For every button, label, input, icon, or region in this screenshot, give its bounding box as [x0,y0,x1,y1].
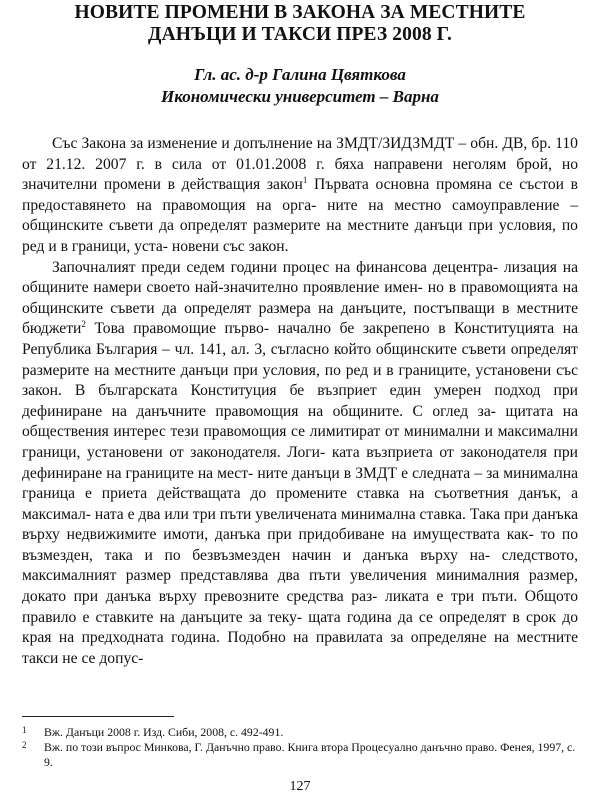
text-line: действащата до промените ставка на съответния данък, а максимал- [22,485,578,523]
footnote-separator [22,716,174,717]
text-line: ната е два или три пъти увеличената минимална ставка. Така при данъка [94,505,578,523]
text-line: обн. ДВ, бр. 110 от 21.12. 2007 г. в сила от 01.01.2008 г. бяха направени [22,135,578,173]
text-line: Започналият преди седем години процес на финансова децентра- [52,258,499,276]
text-line: новени със закон. [171,237,289,255]
text-line: ните на местно самоуправление – общинските съвети да определят [22,196,578,235]
text-line: закон. В българската Конституция бе възприет един умерен подход [22,382,541,400]
footnote-number: 2 [22,740,27,750]
text-line: местните данъци при условия, по ред и в границите, установени със [114,361,578,379]
footnotes [22,725,578,770]
text-line: ликата е три пъти. Общото правило е ставките на данъците за теку- [22,588,579,626]
text-line: щата година да се определят в срок до края на предходната година. [22,608,578,647]
title-line-2: ДАНЪЦИ И ТАКСИ ПРЕЗ 2008 Г. [148,24,452,45]
text-line: ните данъци в ЗМДТ е следната – за минимална граница е приета [22,464,579,503]
text-line: при дефиниране на данъчните правомощия на общините. С оглед за- [22,382,578,420]
author-name: Гл. ас. д-р Галина Цвяткова [194,65,406,84]
text-line: Това правомощие първо- [85,320,270,338]
text-line: то по възмезден, така и по безвъзмезден начин и данъка върху на- [22,526,578,564]
text-line: Със Закона за изменение и допълнение на ЗМДТ/ЗИДЗМДТ – [52,135,467,152]
article-body [22,134,578,669]
footnote-number: 1 [22,725,27,735]
page-number: 127 [289,779,311,794]
text-line: основна промяна се състои в предоставянето на правомощия на орга- [22,176,578,214]
text-line: Първата [307,176,369,194]
article-title [22,2,578,46]
text-line: Подобно на правилата за определяне на местните такси не се допус- [22,629,578,667]
text-line: начално бе закрепено в Конституцията на Република България – чл. [22,320,578,358]
paragraph-2 [22,258,578,670]
text-line: минималния размер, докато при данъка върху превозните средства раз- [22,567,578,606]
text-line: върху недвижимите имоти, данъка при придобиване на имуществата как- [22,526,534,544]
footnote-1 [22,725,578,740]
text-line: размерите на местните данъци при условия, по ред и в граници, уста- [22,217,578,255]
text-line: следството, максималният размер представлява два пъти увеличения [22,546,578,585]
author-affiliation: Икономически университет – Варна [161,87,439,106]
text-line: 141, ал. 3, съгласно който общинските съвети определят размерите на [22,340,578,379]
text-line: лизация на общините намери своето най-значително проявление имен- [22,258,578,297]
paragraph-1 [22,134,578,258]
author-block [22,64,578,108]
text-line: щитата на обществения интерес тези правомощия се лимитират от [22,402,578,441]
text-line: минимални и максимални граници, установени от законодателя. Логи- [22,423,579,461]
text-line: ката възприета от законодателя при дефиниране на границите на мест- [22,443,579,482]
text-line: неголям брой, но значителни промени в действащия закон [22,155,579,194]
footnote-ref-2[interactable]: 2 [81,319,86,330]
footnote-2 [22,740,578,770]
footnote-text: Вж. Данъци 2008 г. Изд. Сиби, 2008, с. 492-491. [44,725,284,739]
title-line-1: НОВИТЕ ПРОМЕНИ В ЗАКОНА ЗА МЕСТНИТЕ [74,2,526,23]
footnote-ref-1[interactable]: 1 [302,175,308,185]
text-line: но в правомощията на общинските съвети да определят размера на [22,279,578,317]
footnote-text: Вж. по този въпрос Минкова, Г. Данъчно право. Книга втора Процесуално данъчно право. Фенея, 1997, с. 9. [44,740,576,769]
text-line: данъците, постъпващи в местните бюджети [22,299,579,338]
